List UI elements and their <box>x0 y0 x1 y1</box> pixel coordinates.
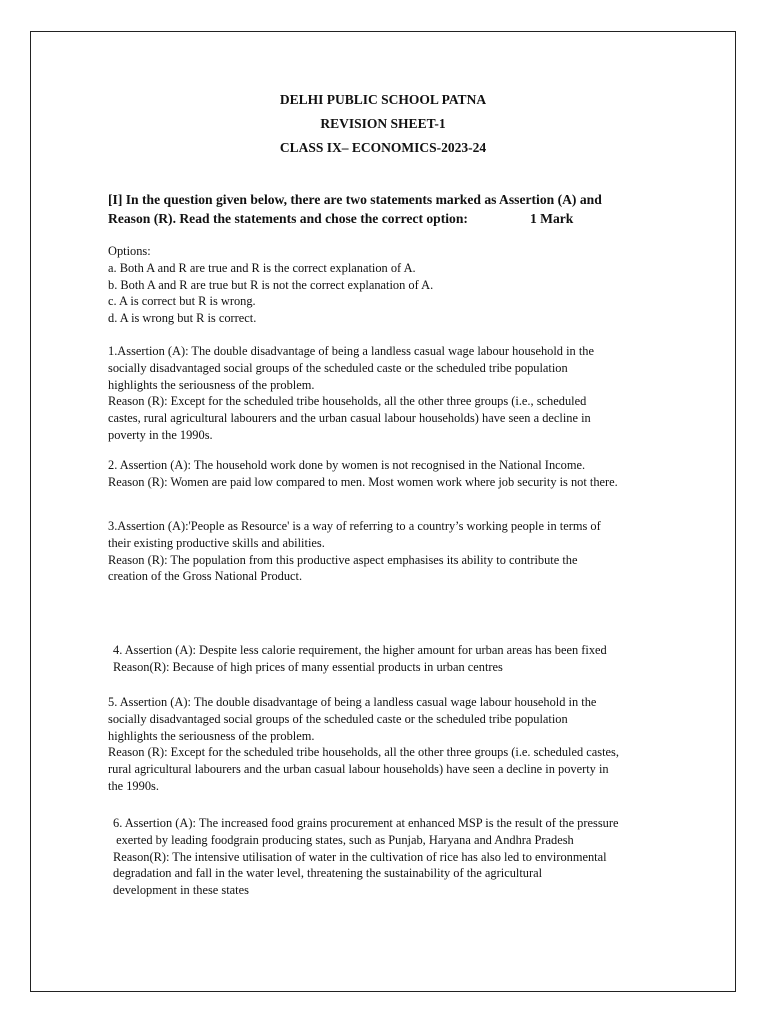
question-line: Reason(R): The intensive utilisation of water in the cultivation of rice has also led to environmental <box>113 849 607 864</box>
question-5 <box>108 694 619 795</box>
question-line: degradation and fall in the water level, threatening the sustainability of the agricultural <box>113 866 543 881</box>
question-line: 5. Assertion (A): The double disadvantage of being a landless casual wage labour household in the <box>108 695 597 709</box>
question-line: 2. Assertion (A): The household work done by women is not recognised in the National Income. <box>108 458 586 472</box>
question-line: 4. Assertion (A): Despite less calorie requirement, the higher amount for urban areas has been fixed <box>113 643 607 657</box>
sheet-title: REVISION SHEET-1 <box>320 116 446 131</box>
question-6 <box>113 815 618 899</box>
question-line: 3.Assertion (A):'People as Resource' is a way of referring to a country’s working people in terms of <box>108 519 601 533</box>
instruction-line-1: [I] In the question given below, there are two statements marked as Assertion (A) and <box>108 192 602 207</box>
school-name: DELHI PUBLIC SCHOOL PATNA <box>279 92 487 107</box>
question-line: their existing productive skills and abilities. <box>108 535 325 550</box>
question-2 <box>108 457 618 491</box>
mark-label: 1 Mark <box>529 211 574 226</box>
document-header <box>30 88 736 160</box>
option-a: a. Both A and R are true and R is the correct explanation of A. <box>108 260 416 275</box>
question-line: development in these states <box>113 883 249 898</box>
question-line: socially disadvantaged social groups of the scheduled caste or the scheduled tribe population <box>108 711 568 726</box>
question-line: Reason(R): Because of high prices of many essential products in urban centres <box>113 659 503 674</box>
question-line: rural agricultural labourers and the urban casual labour households) have seen a decline in poverty in <box>108 762 609 777</box>
class-line: CLASS IX– ECONOMICS-2023-24 <box>279 140 487 155</box>
question-line: highlights the seriousness of the problem. <box>108 728 315 743</box>
option-d: d. A is wrong but R is correct. <box>108 311 257 326</box>
question-line: Reason (R): Except for the scheduled tribe households, all the other three groups (i.e. scheduled castes, <box>108 745 619 760</box>
question-line: castes, rural agricultural labourers and the urban casual labour households) have seen a decline in <box>108 411 591 426</box>
question-line: Reason (R): Women are paid low compared to men. Most women work where job security is not there. <box>108 474 618 489</box>
question-line: 1.Assertion (A): The double disadvantage of being a landless casual wage labour household in the <box>108 344 594 358</box>
question-line: highlights the seriousness of the problem. <box>108 377 315 392</box>
section-instruction <box>108 190 602 228</box>
question-line: Reason (R): The population from this productive aspect emphasises its ability to contribute the <box>108 552 578 567</box>
options-block <box>108 243 433 327</box>
question-3 <box>108 518 601 585</box>
question-4 <box>113 642 607 676</box>
option-c: c. A is correct but R is wrong. <box>108 294 256 309</box>
question-line: socially disadvantaged social groups of the scheduled caste or the scheduled tribe population <box>108 360 568 375</box>
option-b: b. Both A and R are true but R is not the correct explanation of A. <box>108 277 434 292</box>
question-line: Reason (R): Except for the scheduled tribe households, all the other three groups (i.e., scheduled <box>108 394 587 409</box>
question-line: poverty in the 1990s. <box>108 427 213 442</box>
instruction-line-2: Reason (R). Read the statements and chose the correct option: <box>108 211 468 226</box>
question-line: exerted by leading foodgrain producing states, such as Punjab, Haryana and Andhra Pradesh <box>113 832 574 847</box>
question-line: 6. Assertion (A): The increased food grains procurement at enhanced MSP is the result of the pressure <box>113 816 619 830</box>
question-1 <box>108 343 594 444</box>
options-heading: Options: <box>108 244 151 258</box>
question-line: the 1990s. <box>108 778 159 793</box>
question-line: creation of the Gross National Product. <box>108 569 303 584</box>
